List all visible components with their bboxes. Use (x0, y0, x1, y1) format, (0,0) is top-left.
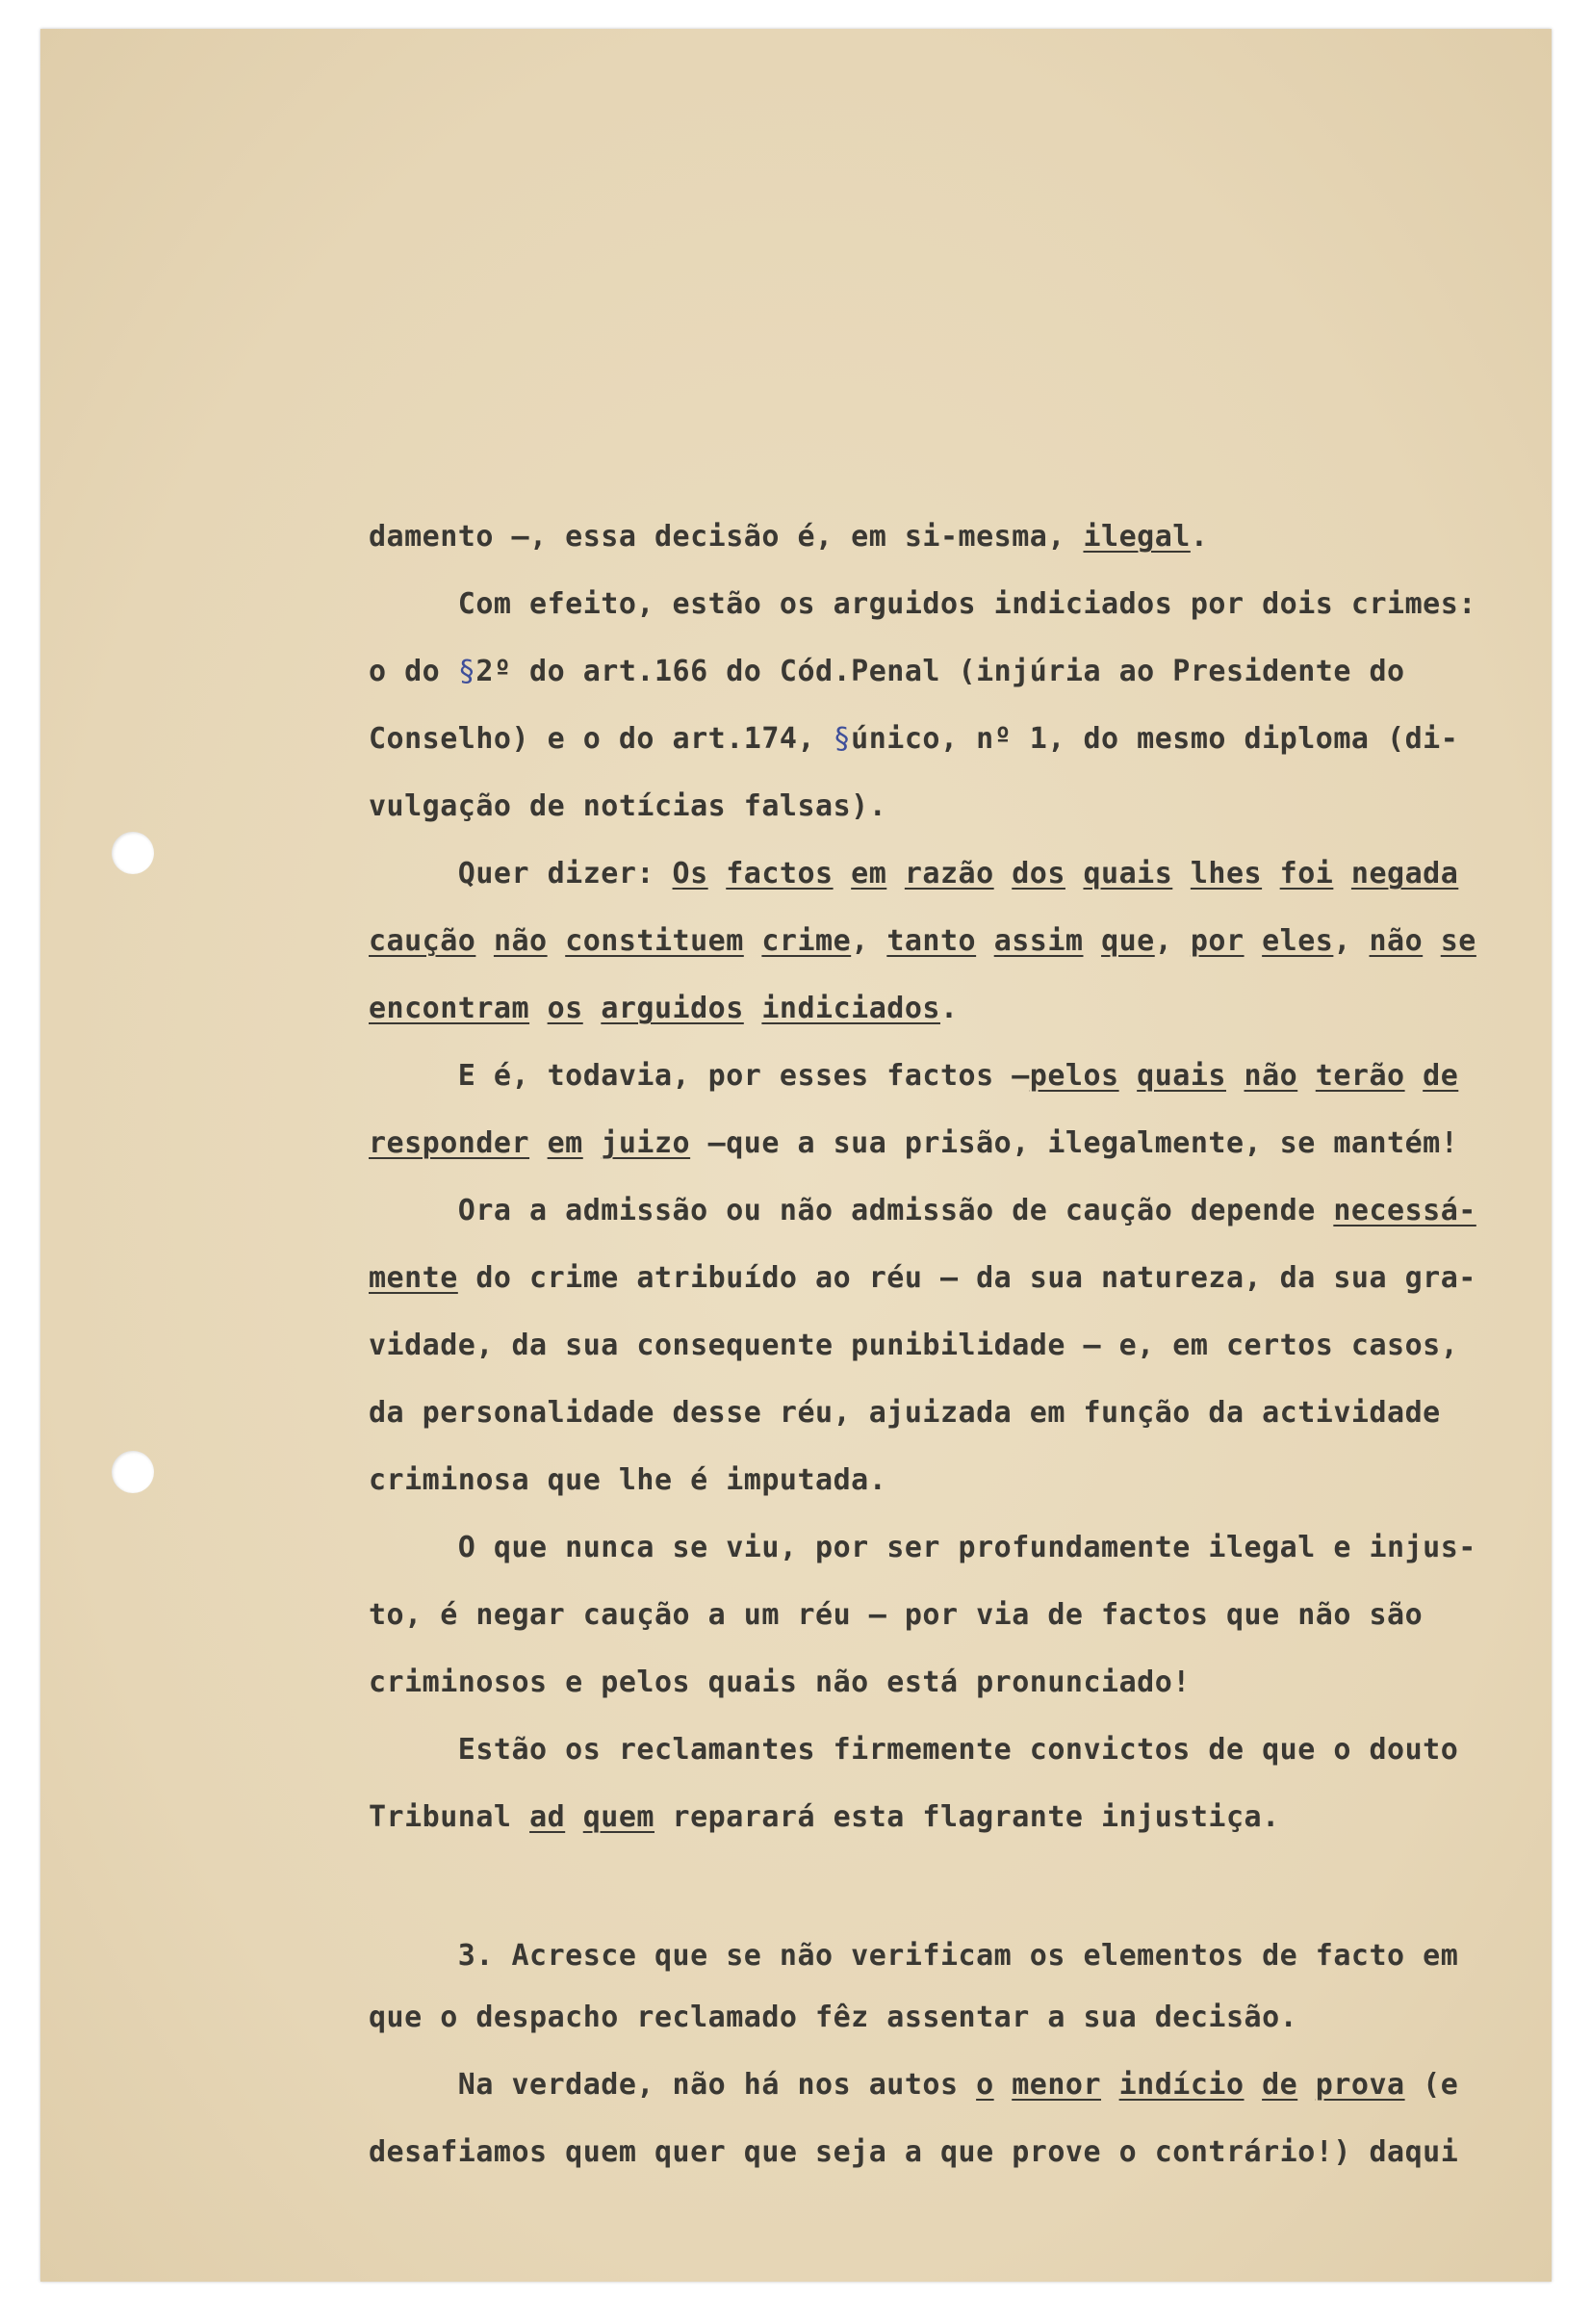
text-run: Conselho) e o do art.174, (369, 722, 834, 756)
underlined-text: por (1190, 924, 1245, 958)
text-line (369, 922, 1545, 961)
text-run: Na verdade, não há nos autos (369, 2068, 977, 2102)
text-run: Ora a admissão ou não admissão de caução depende (369, 1194, 1334, 1227)
text-run: , (1154, 924, 1191, 958)
text-run (834, 857, 852, 891)
text-line (369, 1937, 1545, 1975)
underlined-text: se (1440, 924, 1476, 958)
text-run: Quer dizer: (369, 857, 673, 891)
text-line (369, 585, 1545, 624)
text-line (369, 1057, 1545, 1096)
text-run (994, 2068, 1013, 2102)
underlined-text: dos (1012, 857, 1065, 891)
underlined-text: de (1423, 1059, 1459, 1093)
text-run: criminosos e pelos quais não está pronunciado! (369, 1666, 1191, 1699)
text-run (1245, 2068, 1263, 2102)
text-run: o do (369, 655, 458, 688)
text-line (369, 653, 1545, 691)
text-run (1119, 1059, 1138, 1093)
underlined-text: quem (582, 1800, 654, 1834)
text-run: Estão os reclamantes firmemente convictos de que o douto (369, 1733, 1459, 1767)
text-line (369, 720, 1545, 759)
underlined-text: responder (369, 1126, 530, 1160)
text-run (529, 992, 548, 1025)
punch-hole-bottom (112, 1451, 154, 1493)
underlined-text: os (547, 992, 583, 1025)
text-run (1226, 1059, 1245, 1093)
text-run (529, 1126, 548, 1160)
section-sign: § (457, 655, 476, 688)
text-run (1297, 2068, 1316, 2102)
text-run (886, 857, 905, 891)
text-line (369, 1664, 1545, 1702)
underlined-text: crime (761, 924, 852, 958)
text-line (369, 1731, 1545, 1769)
text-run (475, 924, 494, 958)
text-run (976, 924, 994, 958)
underlined-text: constituem (565, 924, 744, 958)
text-run: reparará esta flagrante injustiça. (654, 1800, 1280, 1834)
text-line (369, 1529, 1545, 1567)
text-run (1084, 924, 1102, 958)
text-run (1297, 1059, 1316, 1093)
text-run (744, 924, 762, 958)
text-run: (e (1404, 2068, 1459, 2102)
section-sign: § (833, 722, 852, 756)
text-run (583, 1126, 602, 1160)
underlined-text: que (1101, 924, 1155, 958)
text-line (369, 1798, 1545, 1837)
text-run: O que nunca se viu, por ser profundamente ilegal e injus- (369, 1531, 1476, 1564)
underlined-text: razão (904, 857, 994, 891)
text-run (994, 857, 1013, 891)
underlined-text: em (547, 1126, 583, 1160)
text-line (369, 518, 1545, 556)
underlined-text: ilegal (1083, 520, 1191, 554)
text-run: Com efeito, estão os arguidos indiciados por dois crimes: (369, 587, 1476, 621)
text-run (1405, 1059, 1424, 1093)
underlined-text: prova (1315, 2068, 1405, 2102)
underlined-text: não (493, 924, 548, 958)
underlined-text: ad (529, 1800, 566, 1834)
text-run (1262, 857, 1280, 891)
text-run: 3. Acresce que se não verificam os elementos de facto em (369, 1939, 1459, 1973)
underlined-text: não (1369, 924, 1424, 958)
text-run (1423, 924, 1441, 958)
text-line (369, 1461, 1545, 1500)
underlined-text: quais (1137, 1059, 1226, 1093)
text-line (369, 1327, 1545, 1365)
text-run: único, nº 1, do mesmo diploma (di- (851, 722, 1459, 756)
text-run (1101, 2068, 1119, 2102)
text-line (369, 855, 1545, 893)
underlined-text: o (976, 2068, 994, 2102)
underlined-text: terão (1315, 1059, 1405, 1093)
underlined-text: quais (1083, 857, 1173, 891)
underlined-text: pelos (1029, 1059, 1119, 1093)
text-line (369, 1394, 1545, 1433)
text-run: . (940, 992, 959, 1025)
text-line (369, 1999, 1545, 2037)
underlined-text: tanto (886, 924, 977, 958)
underlined-text: caução (369, 924, 476, 958)
text-run: da personalidade desse réu, ajuizada em função da actividade (369, 1396, 1441, 1430)
text-run (583, 992, 602, 1025)
underlined-text: menor (1012, 2068, 1102, 2102)
text-run: , (1333, 924, 1370, 958)
text-run (744, 992, 762, 1025)
text-line (369, 2133, 1545, 2172)
text-run: vidade, da sua consequente punibilidade — e, em certos casos, (369, 1329, 1459, 1362)
text-run: —que a sua prisão, ilegalmente, se mantém! (690, 1126, 1459, 1160)
text-run: damento —, essa decisão é, em si-mesma, (369, 520, 1084, 554)
text-run: vulgação de notícias falsas). (369, 789, 887, 823)
underlined-text: eles (1262, 924, 1334, 958)
text-run (548, 924, 566, 958)
text-run: que o despacho reclamado fêz assentar a sua decisão. (369, 2001, 1298, 2034)
underlined-text: factos (726, 857, 834, 891)
underlined-text: foi (1279, 857, 1334, 891)
text-line (369, 788, 1545, 826)
text-run: do crime atribuído ao réu — da sua natureza, da sua gra- (457, 1261, 1476, 1295)
underlined-text: juizo (601, 1126, 691, 1160)
text-line (369, 1259, 1545, 1298)
text-run: . (1190, 520, 1209, 554)
underlined-text: assim (993, 924, 1084, 958)
text-line (369, 1596, 1545, 1635)
text-run (1333, 857, 1351, 891)
punch-hole-top (112, 832, 154, 874)
text-line (369, 1124, 1545, 1163)
underlined-text: de (1262, 2068, 1298, 2102)
text-run: criminosa que lhe é imputada. (369, 1463, 887, 1497)
underlined-text: Os (672, 857, 708, 891)
text-run: to, é negar caução a um réu — por via de factos que não são (369, 1598, 1424, 1632)
text-run: Tribunal (369, 1800, 530, 1834)
text-run (1065, 857, 1084, 891)
text-line (369, 990, 1545, 1028)
text-run (1245, 924, 1263, 958)
underlined-text: indício (1118, 2068, 1245, 2102)
underlined-text: mente (369, 1261, 458, 1295)
underlined-text: em (851, 857, 887, 891)
text-run: E é, todavia, por esses factos — (369, 1059, 1030, 1093)
text-run: , (851, 924, 887, 958)
text-run: desafiamos quem quer que seja a que prove o contrário!) daqui (369, 2135, 1459, 2169)
text-run (565, 1800, 583, 1834)
underlined-text: necessá- (1333, 1194, 1476, 1227)
underlined-text: encontram (369, 992, 530, 1025)
text-run (1172, 857, 1191, 891)
underlined-text: negada (1350, 857, 1459, 891)
underlined-text: não (1244, 1059, 1298, 1093)
underlined-text: arguidos (601, 992, 744, 1025)
underlined-text: lhes (1190, 857, 1263, 891)
text-line (369, 1192, 1545, 1230)
text-run (708, 857, 727, 891)
text-line (369, 2066, 1545, 2105)
text-run: 2º do art.166 do Cód.Penal (injúria ao Presidente do (475, 655, 1405, 688)
underlined-text: indiciados (761, 992, 940, 1025)
